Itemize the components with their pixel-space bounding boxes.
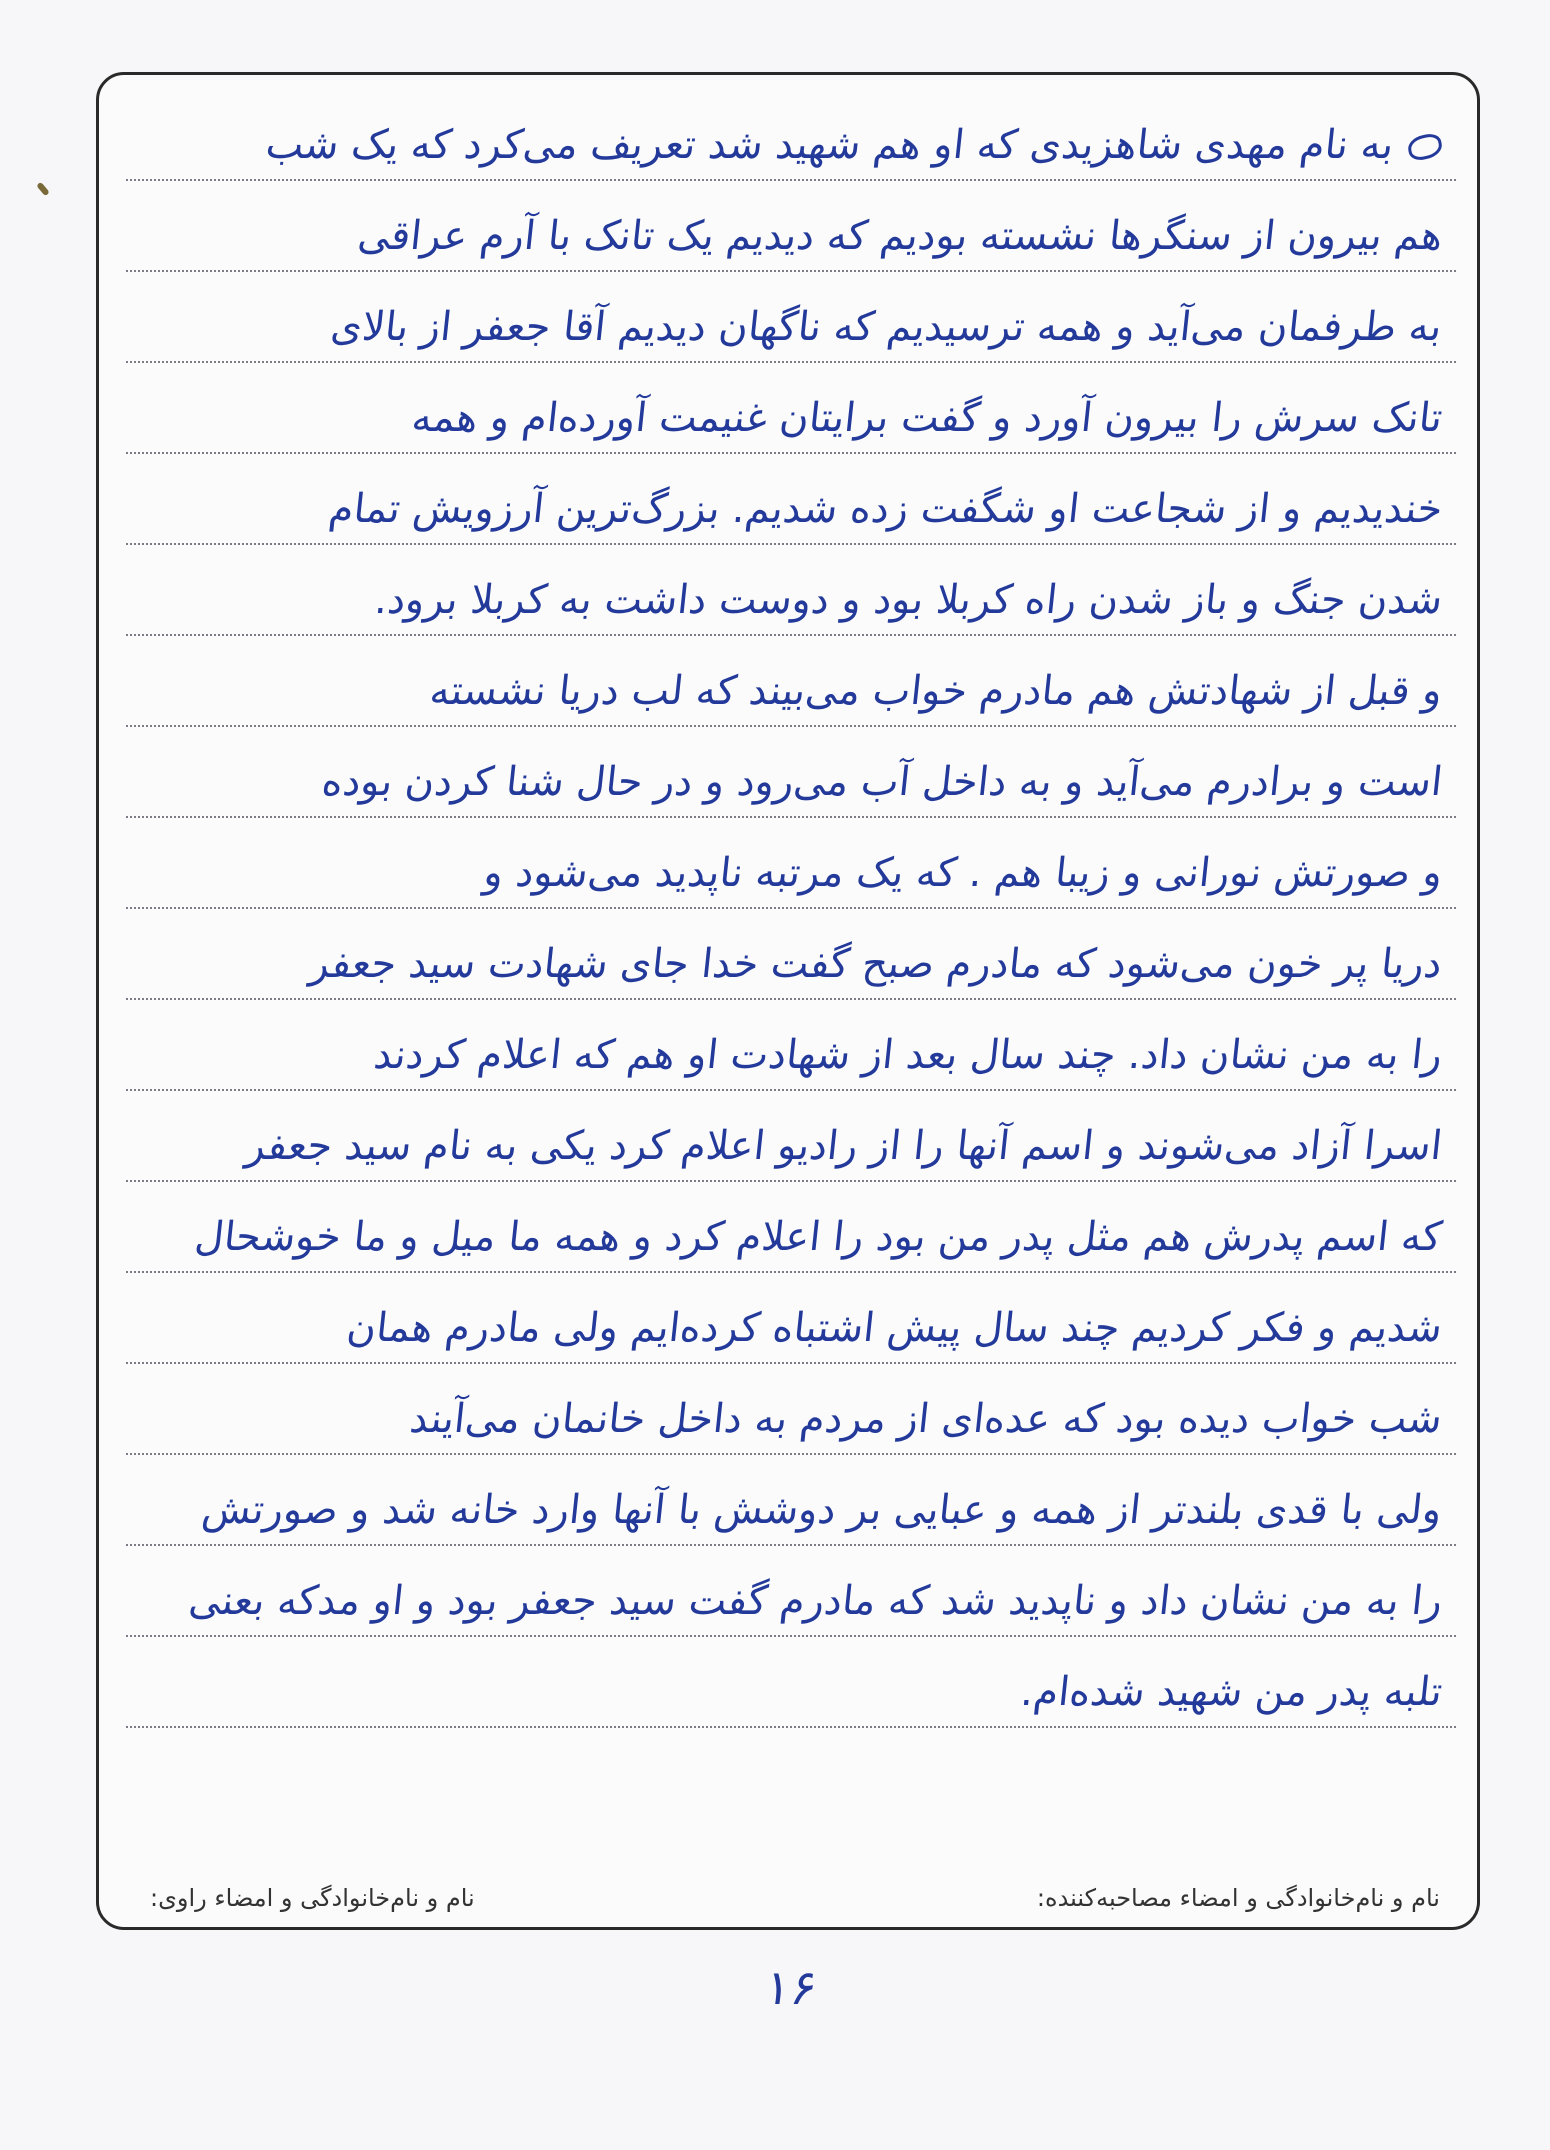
- narrator-signature-label: نام و نام‌خانوادگی و امضاء راوی:: [150, 1884, 475, 1912]
- text-line: هم بیرون از سنگرها نشسته بودیم که دیدیم یک تانک با آرم عراقی: [126, 181, 1456, 272]
- text-line: را به من نشان داد و ناپدید شد که مادرم گفت سید جعفر بود و او مدکه بعنی: [126, 1546, 1456, 1637]
- pen-mark-icon: [1406, 132, 1444, 163]
- page-number: ۱۶: [761, 1960, 821, 2016]
- text-line: را به من نشان داد. چند سال بعد از شهادت او هم که اعلام کردند: [126, 1000, 1456, 1091]
- text-line: اسرا آزاد می‌شوند و اسم آنها را از رادیو اعلام کرد یکی به نام سید جعفر: [126, 1091, 1456, 1182]
- text-line: تانک سرش را بیرون آورد و گفت برایتان غنیمت آورده‌ام و همه: [126, 363, 1456, 454]
- text-line: که اسم پدرش هم مثل پدر من بود را اعلام کرد و همه ما میل و ما خوشحال: [126, 1182, 1456, 1273]
- text-line: و قبل از شهادتش هم مادرم خواب می‌بیند که لب دریا نشسته: [126, 636, 1456, 727]
- text-line: شدیم و فکر کردیم چند سال پیش اشتباه کرده‌ایم ولی مادرم همان: [126, 1273, 1456, 1364]
- text-line: تلبه پدر من شهید شده‌ام.: [126, 1637, 1456, 1728]
- ink-spot: [36, 182, 50, 197]
- text-line: دریا پر خون می‌شود که مادرم صبح گفت خدا جای شهادت سید جعفر: [126, 909, 1456, 1000]
- interviewer-signature-label: نام و نام‌خانوادگی و امضاء مصاحبه‌کننده:: [1036, 1884, 1440, 1912]
- handwritten-text-block: [126, 90, 1456, 1850]
- text-line: و صورتش نورانی و زیبا هم . که یک مرتبه ناپدید می‌شود و: [126, 818, 1456, 909]
- text-line: خندیدیم و از شجاعت او شگفت زده شدیم. بزرگ‌ترین آرزویش تمام: [126, 454, 1456, 545]
- text-line: است و برادرم می‌آید و به داخل آب می‌رود و در حال شنا کردن بوده: [126, 727, 1456, 818]
- signature-footer: [120, 1878, 1460, 1918]
- text-line: شب خواب دیده بود که عده‌ای از مردم به داخل خانمان می‌آیند: [126, 1364, 1456, 1455]
- text-line: به نام مهدی شاهزیدی که او هم شهید شد تعریف می‌کرد که یک شب: [126, 90, 1456, 181]
- text-line: به طرفمان می‌آید و همه ترسیدیم که ناگهان دیدیم آقا جعفر از بالای: [126, 272, 1456, 363]
- text-line: ولی با قدی بلندتر از همه و عبایی بر دوشش با آنها وارد خانه شد و صورتش: [126, 1455, 1456, 1546]
- text-line: شدن جنگ و باز شدن راه کربلا بود و دوست داشت به کربلا برود.: [126, 545, 1456, 636]
